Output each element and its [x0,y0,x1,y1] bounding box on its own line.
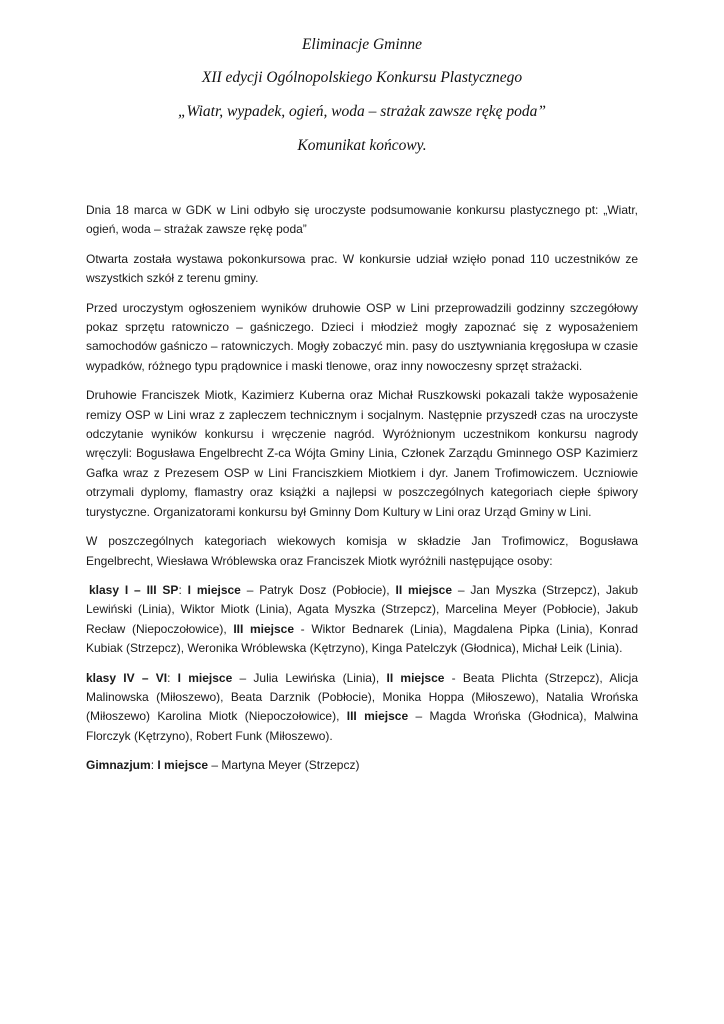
place-label: I miejsce [157,758,209,773]
place-label: III miejsce [346,709,409,724]
document-title: Eliminacje Gminne [301,36,423,53]
jury-paragraph: W poszczególnych kategoriach wiekowych komisja w składzie Jan Trofimowicz, Bogusława Engelbrecht, Wiesława Wróblewska oraz Franciszek Miotk wyróżnili następujące osoby: [86,534,638,568]
results-grades-4-6 [86,669,638,747]
exhibition-paragraph: Otwarta została wystawa pokonkursowa prac. W konkursie udział wzięło ponad 110 uczestników ze wszystkich szkół z terenu gminy. [86,251,638,286]
category-label: klasy I – III SP [89,582,179,597]
place-winners: – Martyna Meyer (Strzepcz) [208,758,360,773]
awards-paragraph: Druhowie Franciszek Miotk, Kazimierz Kuberna oraz Michał Ruszkowski pokazali także wyposażenie remizy OSP w Lini wraz z zapleczem technicznym i socjalnym. Następnie przyszedł czas na uroczyste odczytanie wyników konkursu i wręczenie nagród. Wyróżnionym uczestnikom konkursu nagrody wręczyli: Bogusława Engelbrecht Z-ca Wójta Gminy Linia, Członek Zarządu Gminnego OSP Kazimierz Gafka wraz z Prezesem OSP w Lini Franciszkiem Miotkiem i dyr. Janem Trofimowiczem. Uczniowie otrzymali dyplomy, flamastry oraz książki a najlepsi w poszczególnych kategoriach ciepłe śpiwory turystyczne. Organizatorami konkursu był Gminny Dom Kultury w Lini oraz Urząd Gminy w Lini. [86,388,638,519]
category-separator: : [150,758,158,773]
intro-paragraph: Dnia 18 marca w GDK w Lini odbyło się uroczyste podsumowanie konkursu plastycznego pt: „Wiatr, ogień, woda – strażak zawsze rękę poda” [86,203,638,237]
document-body [86,201,638,786]
place-winners: – Julia Lewińska (Linia), [232,670,387,685]
place-label: I miejsce [177,670,233,685]
place-label: I miejsce [187,582,241,597]
equipment-show-paragraph: Przed uroczystym ogłoszeniem wyników druhowie OSP w Lini przeprowadzili godzinny szczegółowy pokaz sprzętu ratowniczo – gaśniczego. Dzieci i młodzież mogły zapoznać się z wyposażeniem samochodów gaśniczo – ratowniczych. Mogły zobaczyć min. pasy do usztywniania kręgosłupa w czasie wypadków, różnego typu prądownice i maski tlenowe, oraz inny nowoczesny sprzęt strażacki. [86,300,638,373]
category-separator: : [167,670,178,685]
place-label: II miejsce [395,582,453,597]
results-gimnazjum [86,756,638,775]
place-winners: – Jan Myszka (Strzepcz), Jakub Lewiński (Linia), Wiktor Miotk (Linia), Agata Myszka (Strzepcz), Marcelina Meyer (Pobłocie), Jakub Recław (Niepoczołowice), [86,582,639,636]
place-winners: – Patryk Dosz (Pobłocie), [240,582,396,597]
place-winners: - Beata Plichta (Strzepcz), Alicja Malinowska (Miłoszewo), Beata Darznik (Pobłocie), Monika Hoppa (Miłoszewo), Natalia Wrońska (Miłoszewo) Karolina Miotk (Niepoczołowice), [86,670,638,724]
category-separator: : [178,582,188,597]
category-label: klasy IV – VI [86,670,168,685]
place-label: II miejsce [386,670,445,685]
document-header [0,28,724,162]
contest-motto: „Wiatr, wypadek, ogień, woda – strażak zawsze rękę poda” [177,103,547,120]
document-subtitle: Komunikat końcowy. [297,137,427,154]
contest-edition: XII edycji Ogólnopolskiego Konkursu Plastycznego [201,69,523,86]
place-winners: – Magda Wrońska (Głodnica), Malwina Florczyk (Kętrzyno), Robert Funk (Miłoszewo). [86,709,638,743]
place-label: III miejsce [233,621,295,636]
category-label: Gimnazjum [86,758,151,773]
results-grades-1-3 [86,581,638,659]
place-winners: - Wiktor Bednarek (Linia), Magdalena Pipka (Linia), Konrad Kubiak (Strzepcz), Weronika Wróblewska (Kętrzyno), Kinga Patelczyk (Głodnica), Michał Leik (Linia). [86,621,639,656]
